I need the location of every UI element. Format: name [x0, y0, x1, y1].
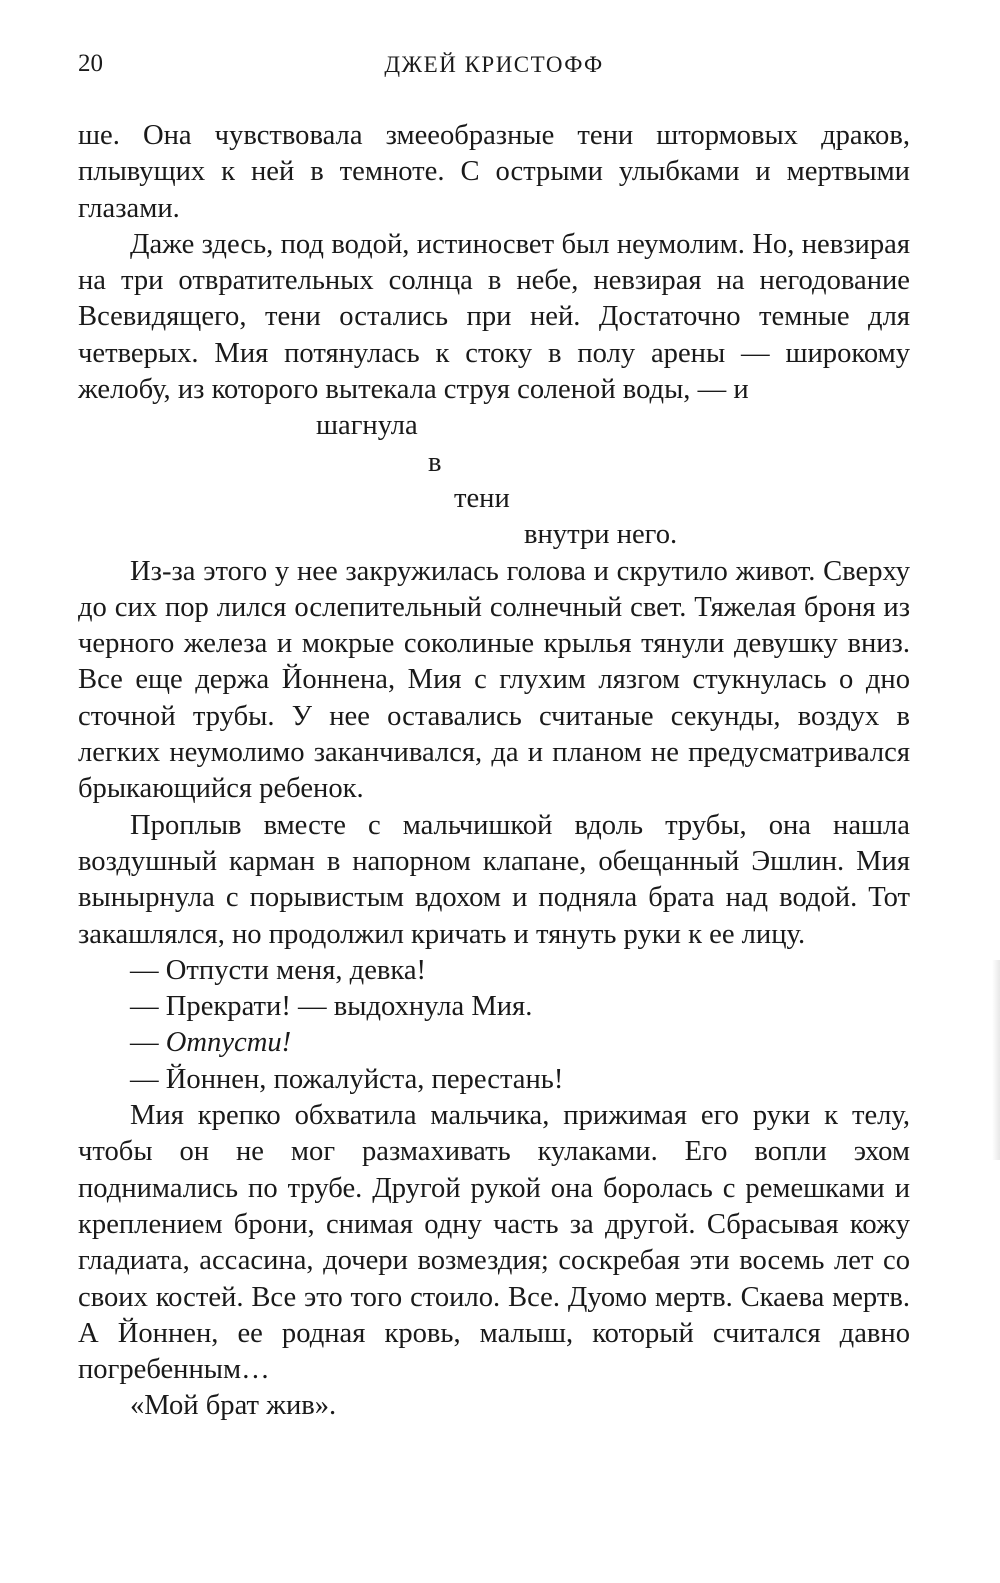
paragraph-1: ше. Она чувствовала змееобразные тени штормовых драков, плывущих к ней в темноте. С острыми улыбками и мертвыми глазами. — [78, 120, 910, 224]
page-header — [78, 50, 910, 90]
dialogue-dash: — — [130, 1027, 166, 1059]
dialogue-line-4: — Йоннен, пожалуйста, перестань! — [130, 1063, 564, 1095]
dialogue-line-3 — [78, 1025, 910, 1061]
stair-line-1: шагнула — [316, 410, 418, 442]
dialogue-italic: Отпусти! — [165, 1027, 292, 1059]
dialogue-line-1: — Отпусти меня, девка! — [130, 954, 427, 986]
paragraph-2: Даже здесь, под водой, истиносвет был неумолим. Но, невзирая на три отвратительных солнца в небе, невзирая на негодование Всевидящего, тени остались при ней. Достаточно темные для четверых. Мия потянулась к стоку в полу арены — широкому желобу, из которого вытекала струя соленой воды, — и — [78, 228, 910, 406]
paragraph-4: Проплыв вместе с мальчишкой вдоль трубы, она нашла воздушный карман в напорном клапане, обещанный Эшлин. Мия вынырнула с порывистым вдохом и подняла брата над водой. Тот закашлялся, но продолжил кричать и тянуть руки к ее лицу. — [78, 809, 910, 950]
paragraph-5: Мия крепко обхватила мальчика, прижимая его руки к телу, чтобы он не мог размахивать кулаками. Его вопли эхом поднимались по трубе. Другой рукой она боролась с ремешками и креплением брони, снимая одну часть за другой. Сбрасывая кожу гладиата, ассасина, дочери возмездия; соскребая эти восемь лет со своих костей. Все это того стоило. Все. Дуомо мертв. Скаева мертв. А Йоннен, ее родная кровь, малыш, который считался давно погребенным… — [78, 1100, 910, 1386]
running-head-author: ДЖЕЙ КРИСТОФФ — [384, 52, 604, 77]
dialogue-line-2: — Прекрати! — выдохнула Мия. — [130, 991, 533, 1023]
stair-line-4: внутри него. — [524, 519, 678, 551]
stair-line-2: в — [428, 446, 442, 478]
stair-line-3: тени — [454, 482, 510, 514]
body-text — [78, 118, 910, 1425]
page-number: 20 — [78, 50, 103, 77]
page-edge-shadow — [992, 960, 1000, 1160]
paragraph-3: Из-за этого у нее закружилась голова и скрутило живот. Сверху до сих пор лился ослепительный солнечный свет. Тяжелая броня из черного железа и мокрые соколиные крылья тянули девушку вниз. Все еще держа Йоннена, Мия с глухим лязгом стукнулась о дно сточной трубы. У нее оставались считаные секунды, воздух в легких неумолимо заканчивался, да и планом не предусматривался брыкающийся ребенок. — [78, 555, 910, 805]
paragraph-6: «Мой брат жив». — [130, 1390, 337, 1422]
